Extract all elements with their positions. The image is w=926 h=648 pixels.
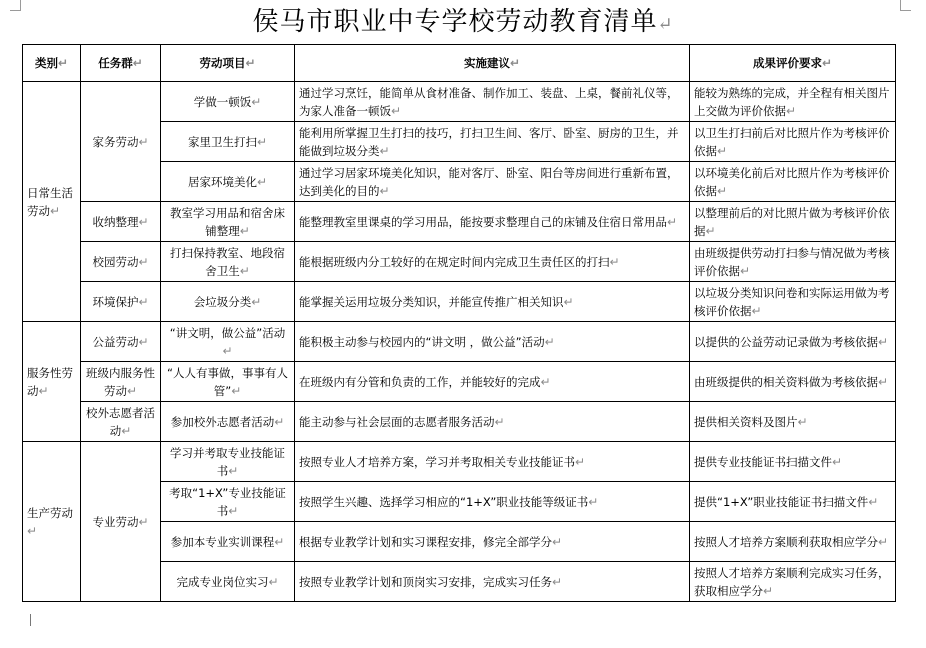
table-row	[23, 442, 896, 482]
evaluation-cell[interactable]: 提供“1+X”职业技能证书扫描文件↵	[690, 482, 896, 522]
task-group-cell[interactable]: 公益劳动↵	[81, 322, 161, 362]
suggestion-cell[interactable]: 能积极主动参与校园内的“讲文明 ，做公益”活动↵	[295, 322, 690, 362]
table-header-row	[23, 45, 896, 82]
evaluation-cell[interactable]: 按照人才培养方案顺利完成实习任务，获取相应学分↵	[690, 562, 896, 602]
table-row	[23, 242, 896, 282]
project-cell[interactable]: 教室学习用品和宿舍床铺整理↵	[161, 202, 295, 242]
table-row	[23, 202, 896, 242]
header-project[interactable]: 劳动项目↵	[161, 45, 295, 82]
project-cell[interactable]: 学习并考取专业技能证书↵	[161, 442, 295, 482]
evaluation-cell[interactable]: 由班级提供的相关资料做为考核依据↵	[690, 362, 896, 402]
evaluation-cell[interactable]: 以环境美化前后对比照片作为考核评价依据↵	[690, 162, 896, 202]
suggestion-cell[interactable]: 通过学习居家环境美化知识，能对客厅、卧室、阳台等房间进行重新布置，达到美化的目的↵	[295, 162, 690, 202]
suggestion-cell[interactable]: 能整理教室里课桌的学习用品，能按要求整理自己的床铺及住宿日常用品↵	[295, 202, 690, 242]
document-title[interactable]: 侯马市职业中专学校劳动教育清单↵	[252, 7, 674, 37]
project-cell[interactable]: 居家环境美化↵	[161, 162, 295, 202]
project-cell[interactable]: 考取“1+X”专业技能证书↵	[161, 482, 295, 522]
task-group-cell[interactable]: 收纳整理↵	[81, 202, 161, 242]
project-cell[interactable]: 完成专业岗位实习↵	[161, 562, 295, 602]
category-cell[interactable]: 日常生活劳动↵	[23, 82, 81, 322]
evaluation-cell[interactable]: 由班级提供劳动打扫参与情况做为考核评价依据↵	[690, 242, 896, 282]
header-category[interactable]: 类别↵	[23, 45, 81, 82]
header-task-group[interactable]: 任务群↵	[81, 45, 161, 82]
suggestion-cell[interactable]: 根据专业教学计划和实习课程安排，修完全部学分↵	[295, 522, 690, 562]
project-cell[interactable]: “讲文明，做公益”活动↵	[161, 322, 295, 362]
project-cell[interactable]: 打扫保持教室、地段宿舍卫生↵	[161, 242, 295, 282]
project-cell[interactable]: 参加校外志愿者活动↵	[161, 402, 295, 442]
project-cell[interactable]: 参加本专业实训课程↵	[161, 522, 295, 562]
project-cell[interactable]: 会垃圾分类↵	[161, 282, 295, 322]
category-cell[interactable]: 服务性劳动↵	[23, 322, 81, 442]
labor-education-table	[22, 44, 896, 602]
project-cell[interactable]: 家里卫生打扫↵	[161, 122, 295, 162]
table-row	[23, 282, 896, 322]
task-group-cell[interactable]: 家务劳动↵	[81, 82, 161, 202]
task-group-cell[interactable]: 校园劳动↵	[81, 242, 161, 282]
suggestion-cell[interactable]: 按照专业教学计划和顶岗实习安排，完成实习任务↵	[295, 562, 690, 602]
table-row	[23, 402, 896, 442]
evaluation-cell[interactable]: 提供相关资料及图片↵	[690, 402, 896, 442]
text-cursor[interactable]	[30, 614, 39, 626]
table-row	[23, 322, 896, 362]
project-cell[interactable]: “人人有事做，事事有人管”↵	[161, 362, 295, 402]
suggestion-cell[interactable]: 能掌握关运用垃圾分类知识，并能宣传推广相关知识↵	[295, 282, 690, 322]
task-group-cell[interactable]: 专业劳动↵	[81, 442, 161, 602]
evaluation-cell[interactable]: 以卫生打扫前后对比照片作为考核评价依据↵	[690, 122, 896, 162]
evaluation-cell[interactable]: 以垃圾分类知识问卷和实际运用做为考核评价依据↵	[690, 282, 896, 322]
suggestion-cell[interactable]: 按照学生兴趣、选择学习相应的“1+X”职业技能等级证书↵	[295, 482, 690, 522]
suggestion-cell[interactable]: 通过学习烹饪，能简单从食材准备、制作加工、装盘、上桌，餐前礼仪等，为家人准备一顿饭↵	[295, 82, 690, 122]
suggestion-cell[interactable]: 能根据班级内分工较好的在规定时间内完成卫生责任区的打扫↵	[295, 242, 690, 282]
suggestion-cell[interactable]: 能利用所掌握卫生打扫的技巧，打扫卫生间、客厅、卧室、厨房的卫生，并能做到垃圾分类↵	[295, 122, 690, 162]
evaluation-cell[interactable]: 按照人才培养方案顺利获取相应学分↵	[690, 522, 896, 562]
category-cell[interactable]: 生产劳动↵	[23, 442, 81, 602]
paragraph-mark: ↵	[657, 14, 674, 35]
task-group-cell[interactable]: 班级内服务性劳动↵	[81, 362, 161, 402]
evaluation-cell[interactable]: 能较为熟练的完成，并全程有相关图片上交做为评价依据↵	[690, 82, 896, 122]
suggestion-cell[interactable]: 按照专业人才培养方案，学习并考取相关专业技能证书↵	[295, 442, 690, 482]
evaluation-cell[interactable]: 以提供的公益劳动记录做为考核依据↵	[690, 322, 896, 362]
header-suggestion[interactable]: 实施建议↵	[295, 45, 690, 82]
suggestion-cell[interactable]: 能主动参与社会层面的志愿者服务活动↵	[295, 402, 690, 442]
table-row	[23, 82, 896, 122]
project-cell[interactable]: 学做一顿饭↵	[161, 82, 295, 122]
suggestion-cell[interactable]: 在班级内有分管和负责的工作，并能较好的完成↵	[295, 362, 690, 402]
header-evaluation[interactable]: 成果评价要求↵	[690, 45, 896, 82]
evaluation-cell[interactable]: 提供专业技能证书扫描文件↵	[690, 442, 896, 482]
table-row	[23, 362, 896, 402]
task-group-cell[interactable]: 环境保护↵	[81, 282, 161, 322]
evaluation-cell[interactable]: 以整理前后的对比照片做为考核评价依据↵	[690, 202, 896, 242]
task-group-cell[interactable]: 校外志愿者活动↵	[81, 402, 161, 442]
